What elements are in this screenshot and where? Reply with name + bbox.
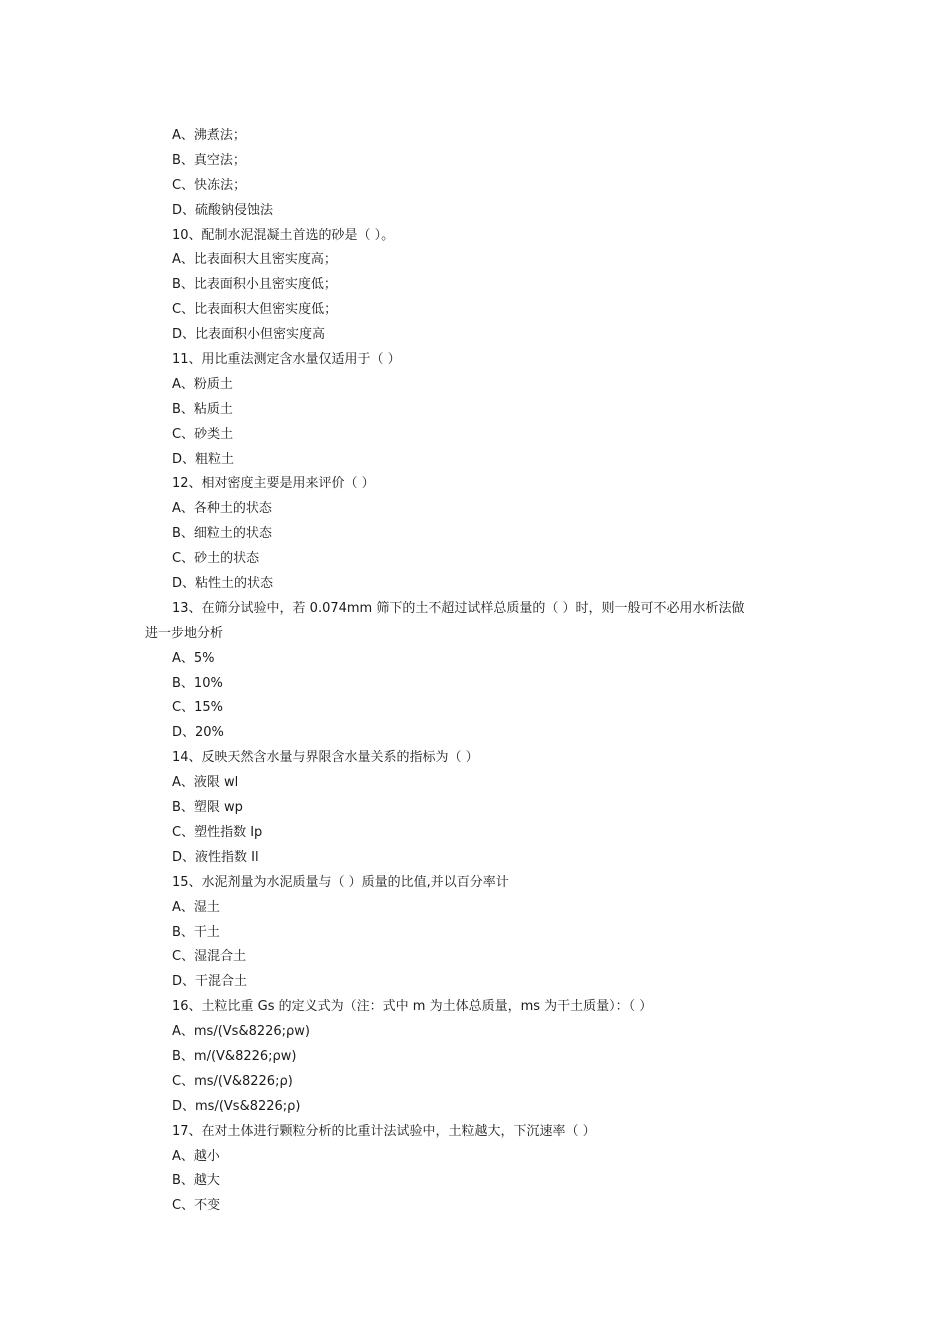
answer-option: A、比表面积大且密实度高； — [172, 252, 337, 268]
answer-option: A、各种土的状态 — [172, 501, 272, 517]
answer-option: A、越小 — [172, 1148, 220, 1164]
answer-option: D、干混合土 — [172, 974, 248, 990]
answer-option: B、比表面积小且密实度低； — [172, 277, 337, 293]
answer-option: C、比表面积大但密实度低； — [172, 302, 338, 318]
answer-option: D、ms/(Vs&8226;ρ) — [172, 1098, 301, 1114]
question-text-continued: 进一步地分析 — [145, 625, 224, 641]
answer-option: B、越大 — [172, 1173, 220, 1189]
answer-option: B、塑限 wp — [172, 800, 243, 816]
answer-option: D、硫酸钠侵蚀法 — [172, 202, 274, 218]
answer-option: C、湿混合土 — [172, 949, 247, 965]
answer-option: A、湿土 — [172, 899, 220, 915]
answer-option: C、砂类土 — [172, 426, 234, 442]
answer-option: A、液限 wl — [172, 775, 239, 791]
answer-option: C、塑性指数 Ip — [172, 824, 263, 840]
answer-option: B、10% — [172, 675, 223, 691]
question-text: 16、土粒比重 Gs 的定义式为（注：式中 m 为土体总质量，ms 为干土质量）：（ ） — [172, 999, 653, 1015]
answer-option: D、比表面积小但密实度高 — [172, 327, 326, 343]
answer-option: B、粘质土 — [172, 401, 233, 417]
answer-option: D、粘性土的状态 — [172, 576, 274, 592]
answer-option: D、20% — [172, 725, 224, 741]
answer-option: A、5% — [172, 650, 215, 666]
question-text: 12、相对密度主要是用来评价（ ） — [172, 476, 375, 492]
answer-option: D、粗粒土 — [172, 451, 235, 467]
question-text: 15、水泥剂量为水泥质量与（ ）质量的比值,并以百分率计 — [172, 874, 509, 890]
answer-option: C、快冻法； — [172, 177, 247, 193]
question-text: 10、配制水泥混凝土首选的砂是（ ）。 — [172, 227, 395, 243]
answer-option: B、m/(V&8226;ρw) — [172, 1048, 297, 1064]
question-text: 14、反映天然含水量与界限含水量关系的指标为（ ） — [172, 750, 479, 766]
question-text: 13、在筛分试验中，若 0.074mm 筛下的土不超过试样总质量的（ ）时，则一般可不必用水析法做 — [172, 600, 745, 616]
answer-option: C、砂土的状态 — [172, 551, 260, 567]
answer-option: C、15% — [172, 700, 223, 716]
answer-option: A、ms/(Vs&8226;ρw) — [172, 1024, 311, 1040]
answer-option: B、干土 — [172, 924, 220, 940]
question-text: 17、在对土体进行颗粒分析的比重计法试验中，土粒越大，下沉速率（ ） — [172, 1123, 596, 1139]
answer-option: D、液性指数 Il — [172, 849, 259, 865]
answer-option: A、粉质土 — [172, 376, 233, 392]
answer-option: B、真空法； — [172, 152, 246, 168]
answer-option: C、ms/(V&8226;ρ) — [172, 1073, 293, 1089]
document-body — [0, 124, 950, 1219]
answer-option: B、细粒土的状态 — [172, 526, 272, 542]
question-text: 11、用比重法测定含水量仅适用于（ ） — [172, 352, 401, 368]
answer-option: A、沸煮法； — [172, 128, 246, 143]
answer-option: C、不变 — [172, 1198, 221, 1214]
